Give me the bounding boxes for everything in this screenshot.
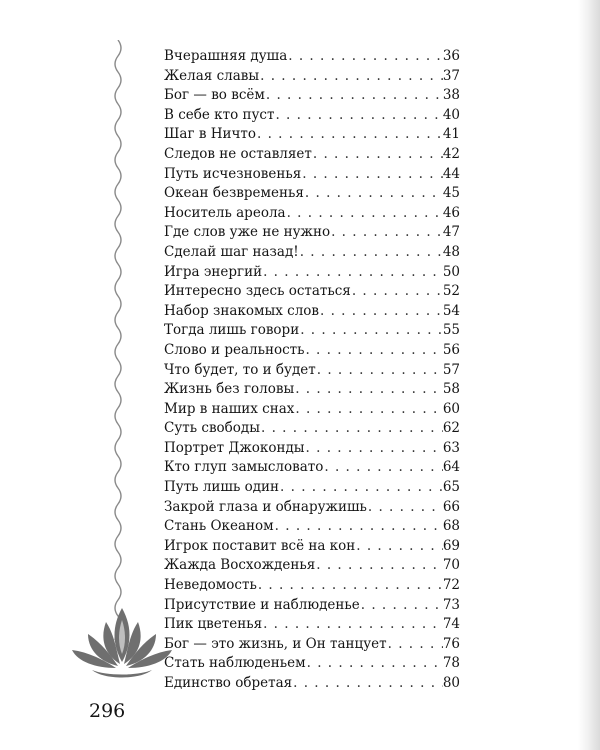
toc-entry [164, 458, 460, 478]
toc-entry-page: 72 [442, 577, 460, 594]
toc-entry-title: Вчерашняя душа [164, 48, 288, 64]
dot-leader [294, 380, 443, 400]
toc-entry-title: Пик цветенья [164, 616, 263, 633]
toc-entry [164, 419, 460, 439]
toc-entry [164, 243, 460, 263]
dot-leader [330, 223, 443, 243]
toc-entry-page: 62 [442, 420, 460, 437]
toc-entry [164, 576, 460, 596]
toc-entry [164, 47, 460, 67]
toc-entry-page: 41 [442, 126, 460, 143]
toc-entry-title: Суть свободы [164, 420, 260, 437]
dot-leader [279, 478, 443, 498]
dot-leader [315, 556, 443, 576]
dot-leader [286, 204, 443, 224]
toc-entry-title: Кто глуп замысловато [164, 459, 324, 476]
toc-entry-title: Неведомость [164, 577, 257, 594]
dot-leader [260, 419, 443, 439]
toc-entry [164, 145, 460, 165]
toc-entry-title: Закрой глаза и обнаружишь [164, 498, 367, 515]
toc-entry-page: 55 [442, 322, 460, 339]
toc-entry-title: Шаг в Ничто [164, 126, 257, 143]
toc-entry-page: 78 [442, 655, 460, 672]
toc-entry-title: Где слов уже не нужно [164, 224, 331, 241]
toc-entry-title: Слово и реальность [164, 341, 305, 358]
toc-entry [164, 674, 460, 694]
dot-leader [355, 537, 443, 557]
dot-leader [323, 458, 442, 478]
toc-entry-page: 46 [442, 204, 460, 221]
toc-entry-title: Единство обретая [164, 675, 293, 691]
toc-entry-page: 47 [442, 224, 460, 241]
toc-entry [164, 537, 460, 557]
dot-leader [294, 400, 442, 420]
toc-entry [164, 380, 460, 400]
toc-entry-page: 56 [442, 341, 460, 358]
dot-leader [351, 282, 443, 302]
toc-entry-page: 42 [442, 145, 460, 162]
toc-entry-title: Интересно здесь остаться [164, 283, 351, 300]
dot-leader [387, 635, 443, 655]
toc-entry [164, 321, 460, 341]
toc-entry-page: 68 [442, 518, 460, 535]
dot-leader [306, 654, 443, 674]
toc-entry-title: Океан безвременья [164, 185, 304, 202]
toc-entry [164, 223, 460, 243]
dot-leader [262, 615, 443, 635]
dot-leader [257, 576, 443, 596]
toc-entry [164, 282, 460, 302]
dot-leader [312, 145, 443, 165]
toc-entry-title: Игра энергий [164, 263, 263, 280]
toc-entry [164, 517, 460, 537]
dot-leader [292, 674, 443, 694]
toc-entry [164, 204, 460, 224]
dot-leader [301, 165, 443, 185]
toc-entry-page: 60 [442, 400, 460, 417]
toc-entry-title: Сделай шаг назад! [164, 243, 299, 260]
toc-entry-title: Стать наблюденьем [164, 655, 306, 672]
toc-entry-title: Жажда Восхожденья [164, 557, 316, 574]
toc-entry [164, 654, 460, 674]
toc-entry-page: 54 [442, 302, 460, 319]
toc-entry-page: 63 [442, 439, 460, 456]
toc-entry-page: 48 [442, 243, 460, 260]
toc-entry-title: Игрок поставит всё на кон [164, 537, 356, 554]
toc-entry [164, 439, 460, 459]
toc-entry [164, 263, 460, 283]
dot-leader [287, 47, 443, 67]
dot-leader [265, 86, 443, 106]
dot-leader [305, 439, 443, 459]
toc-entry-page: 40 [442, 106, 460, 123]
dot-leader [299, 321, 443, 341]
toc-entry-page: 37 [442, 67, 460, 84]
toc-entry-title: Присутствие и наблюденье [164, 596, 360, 613]
toc-entry-page: 44 [442, 165, 460, 182]
toc-entry-title: Путь исчезновенья [164, 165, 302, 182]
toc-entry-page: 66 [442, 498, 460, 515]
toc-entry [164, 478, 460, 498]
toc-entry-page: 57 [442, 361, 460, 378]
toc-entry-title: Бог — это жизнь, и Он танцует [164, 635, 387, 652]
toc-entry [164, 341, 460, 361]
toc-entry-page: 76 [442, 635, 460, 652]
dot-leader [274, 106, 442, 126]
toc-entry-title: Путь лишь один [164, 479, 280, 496]
dot-leader [304, 341, 442, 361]
toc-entry-title: Набор знакомых слов [164, 302, 319, 319]
toc-entry-title: Мир в наших снах [164, 400, 295, 417]
vine-ornament [108, 40, 128, 640]
toc-entry [164, 361, 460, 381]
toc-entry-title: Следов не оставляет [164, 145, 312, 162]
dot-leader [262, 263, 443, 283]
toc-entry [164, 400, 460, 420]
dot-leader [274, 517, 443, 537]
toc-entry-page: 64 [442, 459, 460, 476]
toc-entry-page: 52 [442, 283, 460, 300]
toc-entry-page: 58 [442, 381, 460, 398]
toc-entry [164, 556, 460, 576]
toc-entry-page: 50 [442, 263, 460, 280]
toc-entry-title: Жизнь без головы [164, 381, 295, 398]
toc-entry-title: Носитель ареола [164, 204, 286, 221]
toc-entry-page: 45 [442, 185, 460, 202]
toc-entry [164, 165, 460, 185]
toc-entry-title: В себе кто пуст [164, 106, 275, 123]
toc-entry-page: 80 [442, 675, 460, 691]
toc-entry-page: 65 [442, 479, 460, 496]
toc-entry [164, 184, 460, 204]
toc-entry [164, 635, 460, 655]
toc-entry [164, 106, 460, 126]
dot-leader [367, 498, 443, 518]
lotus-icon [66, 600, 178, 686]
toc-entry-title: Желая славы [164, 67, 260, 84]
toc-entry-page: 38 [442, 87, 460, 104]
dot-leader [256, 125, 443, 145]
toc-entry-title: Портрет Джоконды [164, 439, 305, 456]
dot-leader [360, 596, 443, 616]
toc-entry [164, 125, 460, 145]
toc-entry-page: 36 [442, 48, 460, 64]
dot-leader [304, 184, 443, 204]
page-number: 296 [89, 700, 126, 722]
table-of-contents [164, 47, 460, 694]
dot-leader [299, 243, 443, 263]
toc-entry [164, 615, 460, 635]
toc-entry-page: 73 [442, 596, 460, 613]
toc-entry-title: Что будет, то и будет [164, 361, 316, 378]
toc-entry-page: 74 [442, 616, 460, 633]
toc-entry [164, 67, 460, 87]
dot-leader [259, 67, 443, 87]
toc-entry-page: 69 [442, 537, 460, 554]
dot-leader [316, 361, 443, 381]
toc-entry-title: Тогда лишь говори [164, 322, 300, 339]
page-edge-shadow [578, 0, 600, 750]
toc-entry-title: Стань Океаном [164, 518, 274, 535]
toc-entry [164, 86, 460, 106]
dot-leader [319, 302, 443, 322]
toc-entry-page: 70 [442, 557, 460, 574]
toc-entry [164, 498, 460, 518]
toc-entry-title: Бог — во всём [164, 87, 265, 104]
toc-entry [164, 302, 460, 322]
toc-entry [164, 596, 460, 616]
